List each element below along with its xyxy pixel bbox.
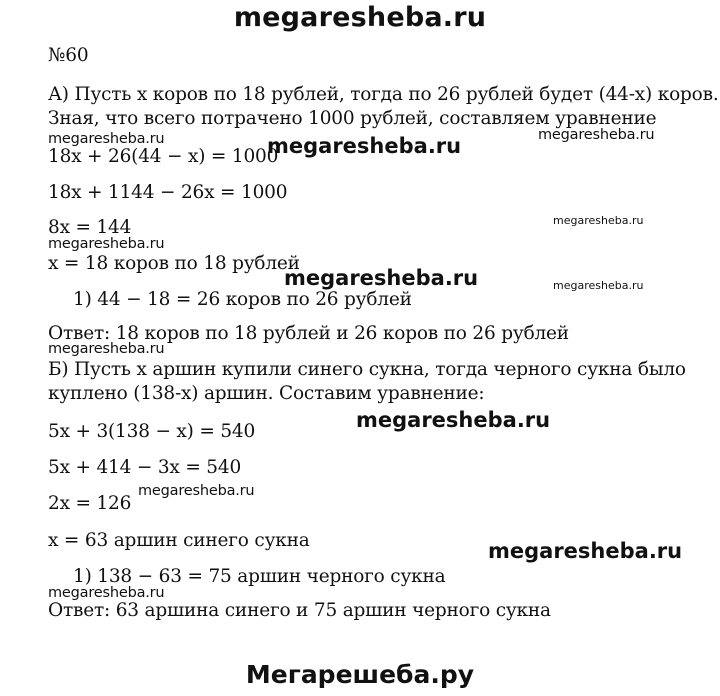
watermark: megaresheba.ru: [488, 539, 683, 563]
text-line: А) Пусть х коров по 18 рублей, тогда по 26 рублей будет (44-х) коров.: [48, 84, 719, 105]
step-line: 1) 138 − 63 = 75 аршин черного сукна: [73, 566, 446, 587]
step-line: 1) 44 − 18 = 26 коров по 26 рублей: [73, 289, 412, 310]
watermark: megaresheba.ru: [48, 341, 165, 357]
watermark: megaresheba.ru: [267, 134, 462, 158]
watermark: megaresheba.ru: [138, 483, 255, 499]
equation-line: 5x + 414 − 3x = 540: [48, 457, 242, 478]
watermark: megaresheba.ru: [48, 131, 165, 147]
problem-number: №60: [48, 45, 89, 66]
site-header: megaresheba.ru: [233, 2, 487, 33]
equation-line: 2x = 126: [48, 493, 132, 514]
equation-line: 18x + 1144 − 26x = 1000: [48, 182, 288, 203]
text-line: куплено (138-х) аршин. Составим уравнение:: [48, 383, 485, 404]
text-line: Зная, что всего потрачено 1000 рублей, составляем уравнение: [48, 108, 657, 129]
equation-line: 18x + 26(44 − x) = 1000: [48, 146, 279, 167]
watermark: megaresheba.ru: [356, 408, 551, 432]
watermark: megaresheba.ru: [48, 236, 165, 252]
answer-line: Ответ: 18 коров по 18 рублей и 26 коров по 26 рублей: [48, 323, 569, 344]
watermark: megaresheba.ru: [553, 279, 644, 292]
watermark: megaresheba.ru: [284, 266, 479, 290]
equation-line: 5x + 3(138 − x) = 540: [48, 421, 256, 442]
equation-line: x = 63 аршин синего сукна: [48, 530, 310, 551]
answer-line: Ответ: 63 аршина синего и 75 аршин черного сукна: [48, 600, 551, 621]
watermark: megaresheba.ru: [553, 214, 644, 227]
site-footer: Мегарешеба.ру: [245, 660, 475, 689]
watermark: megaresheba.ru: [48, 585, 165, 601]
equation-line: 8x = 144: [48, 217, 132, 238]
equation-line: x = 18 коров по 18 рублей: [48, 253, 300, 274]
watermark: megaresheba.ru: [538, 127, 655, 143]
text-line: Б) Пусть х аршин купили синего сукна, тогда черного сукна было: [48, 359, 686, 380]
